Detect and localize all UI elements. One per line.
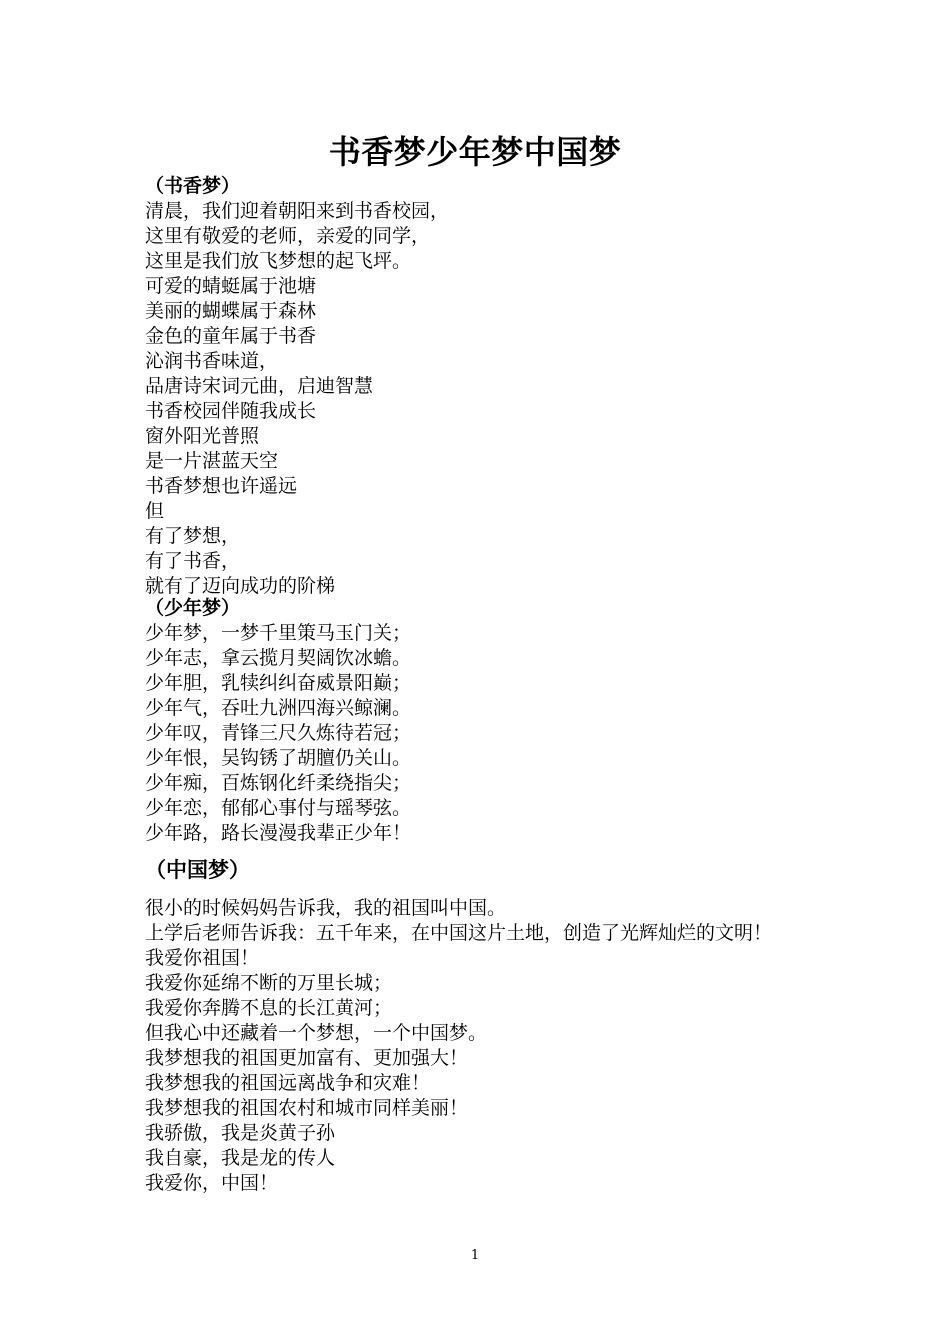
poem-line: 我梦想我的祖国远离战争和灾难！ — [145, 1072, 431, 1094]
poem-line: 书香梦想也许遥远 — [145, 475, 298, 497]
section-heading: （中国梦） — [145, 857, 250, 882]
document-title: 书香梦少年梦中国梦 — [328, 133, 622, 171]
poem-line: 我梦想我的祖国农村和城市同样美丽！ — [145, 1097, 469, 1119]
poem-line: 有了书香， — [145, 550, 241, 572]
poem-line: 我爱你祖国！ — [145, 947, 260, 969]
poem-line: 清晨，我们迎着朝阳来到书香校园， — [145, 200, 450, 222]
section-shaonian — [145, 596, 845, 846]
poem-line: 我爱你奔腾不息的长江黄河； — [145, 997, 393, 1019]
poem-line: 这里有敬爱的老师，亲爱的同学， — [145, 225, 431, 247]
section-heading: （书香梦） — [145, 175, 241, 197]
section-zhongguo-heading-block — [145, 856, 845, 884]
poem-line: 就有了迈向成功的阶梯 — [145, 575, 336, 597]
poem-line: 书香校园伴随我成长 — [145, 400, 317, 422]
poem-line: 我自豪，我是龙的传人 — [145, 1147, 336, 1169]
poem-line: 少年路，路长漫漫我辈正少年！ — [145, 822, 412, 844]
poem-line: 少年志，拿云揽月契阔饮冰蟾。 — [145, 647, 412, 669]
poem-line: 品唐诗宋词元曲，启迪智慧 — [145, 375, 374, 397]
poem-line: 是一片湛蓝天空 — [145, 450, 279, 472]
poem-line: 但 — [145, 500, 165, 522]
poem-line: 这里是我们放飞梦想的起飞坪。 — [145, 250, 412, 272]
page-number: 1 — [470, 1248, 480, 1263]
section-heading: （少年梦） — [145, 597, 241, 619]
poem-line: 少年梦，一梦千里策马玉门关； — [145, 622, 412, 644]
poem-line: 我梦想我的祖国更加富有、更加强大！ — [145, 1047, 469, 1069]
poem-line: 我爱你，中国！ — [145, 1172, 279, 1194]
poem-line: 有了梦想， — [145, 525, 241, 547]
poem-line: 我爱你延绵不断的万里长城； — [145, 972, 393, 994]
poem-line: 上学后老师告诉我：五千年来，在中国这片土地，创造了光辉灿烂的文明！ — [145, 922, 773, 944]
poem-line: 我骄傲，我是炎黄子孙 — [145, 1122, 336, 1144]
poem-line: 少年气，吞吐九洲四海兴鲸澜。 — [145, 697, 412, 719]
section-zhongguo — [145, 896, 845, 1196]
poem-line: 沁润书香味道， — [145, 350, 279, 372]
poem-line: 窗外阳光普照 — [145, 425, 260, 447]
poem-line: 但我心中还藏着一个梦想，一个中国梦。 — [145, 1022, 488, 1044]
poem-line: 少年恨，吴钩锈了胡膻仍关山。 — [145, 747, 412, 769]
poem-line: 美丽的蝴蝶属于森林 — [145, 300, 317, 322]
poem-line: 少年恋，郁郁心事付与瑶琴弦。 — [145, 797, 412, 819]
poem-line: 少年胆，乳犊纠纠奋威景阳巅； — [145, 672, 412, 694]
poem-line: 很小的时候妈妈告诉我，我的祖国叫中国。 — [145, 897, 507, 919]
poem-line: 金色的童年属于书香 — [145, 325, 317, 347]
poem-line: 少年痴，百炼钢化纤柔绕指尖； — [145, 772, 412, 794]
poem-line: 可爱的蜻蜓属于池塘 — [145, 275, 317, 297]
poem-line: 少年叹，青锋三尺久炼待若冠； — [145, 722, 412, 744]
section-shuxiang — [145, 174, 845, 599]
